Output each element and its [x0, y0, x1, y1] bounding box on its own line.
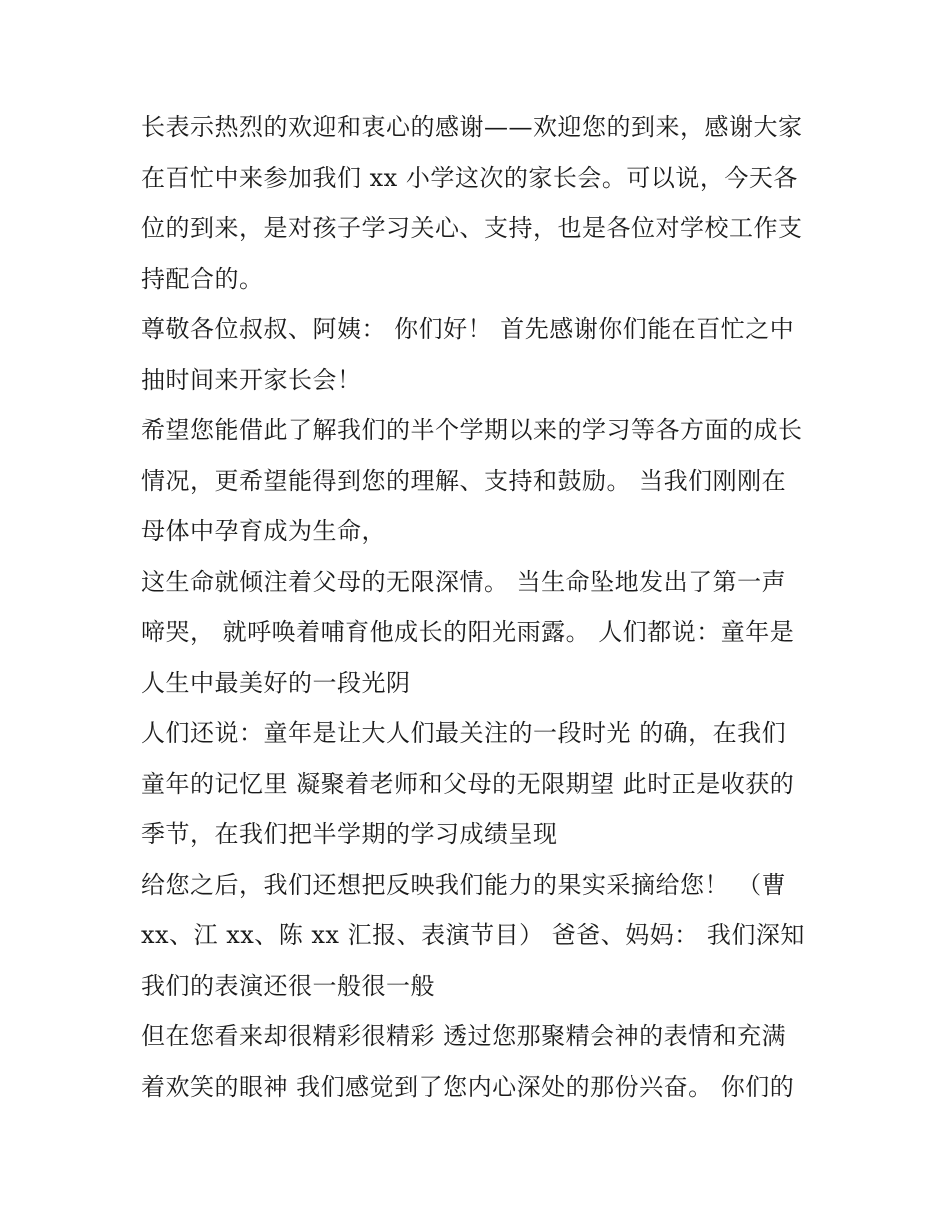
text-line: 长表示热烈的欢迎和衷心的感谢——欢迎您的到来，感谢大家: [141, 113, 803, 141]
text-line: 人们还说：童年是让大人们最关注的一段时光 的确，在我们: [141, 719, 787, 747]
text-line: 给您之后，我们还想把反映我们能力的果实采摘给您！ （曹: [141, 870, 787, 899]
text-line: 人生中最美好的一段光阴: [141, 668, 411, 697]
text-line: 母体中孕育成为生命，: [141, 517, 386, 545]
body-text: [141, 102, 821, 1112]
text-line: 啼哭， 就呼唤着哺育他成长的阳光雨露。 人们都说：童年是: [141, 618, 795, 646]
text-line: 尊敬各位叔叔、阿姨： 你们好！ 首先感谢你们能在百忙之中: [141, 315, 795, 343]
text-line: xx、江 xx、陈 xx 汇报、表演节目） 爸爸、妈妈： 我们深知: [141, 921, 805, 949]
text-line: 抽时间来开家长会！: [141, 365, 362, 394]
text-line: 持配合的。: [141, 264, 264, 293]
text-line: 这生命就倾注着父母的无限深情。 当生命坠地发出了第一声: [141, 567, 787, 596]
text-line: 我们的表演还很一般很一般: [141, 971, 435, 1000]
text-line: 着欢笑的眼神 我们感觉到了您内心深处的那份兴奋。 你们的: [141, 1072, 795, 1101]
text-line: 在百忙中来参加我们 xx 小学这次的家长会。可以说，今天各: [141, 163, 798, 192]
text-line: 希望您能借此了解我们的半个学期以来的学习等各方面的成长: [141, 416, 803, 444]
text-line: 季节，在我们把半学期的学习成绩呈现: [141, 820, 558, 848]
text-line: 童年的记忆里 凝聚着老师和父母的无限期望 此时正是收获的: [141, 769, 795, 798]
text-line: 位的到来，是对孩子学习关心、支持，也是各位对学校工作支: [141, 214, 803, 242]
text-line: 情况，更希望能得到您的理解、支持和鼓励。 当我们刚刚在: [141, 466, 787, 495]
text-line: 但在您看来却很精彩很精彩 透过您那聚精会神的表情和充满: [141, 1022, 787, 1050]
